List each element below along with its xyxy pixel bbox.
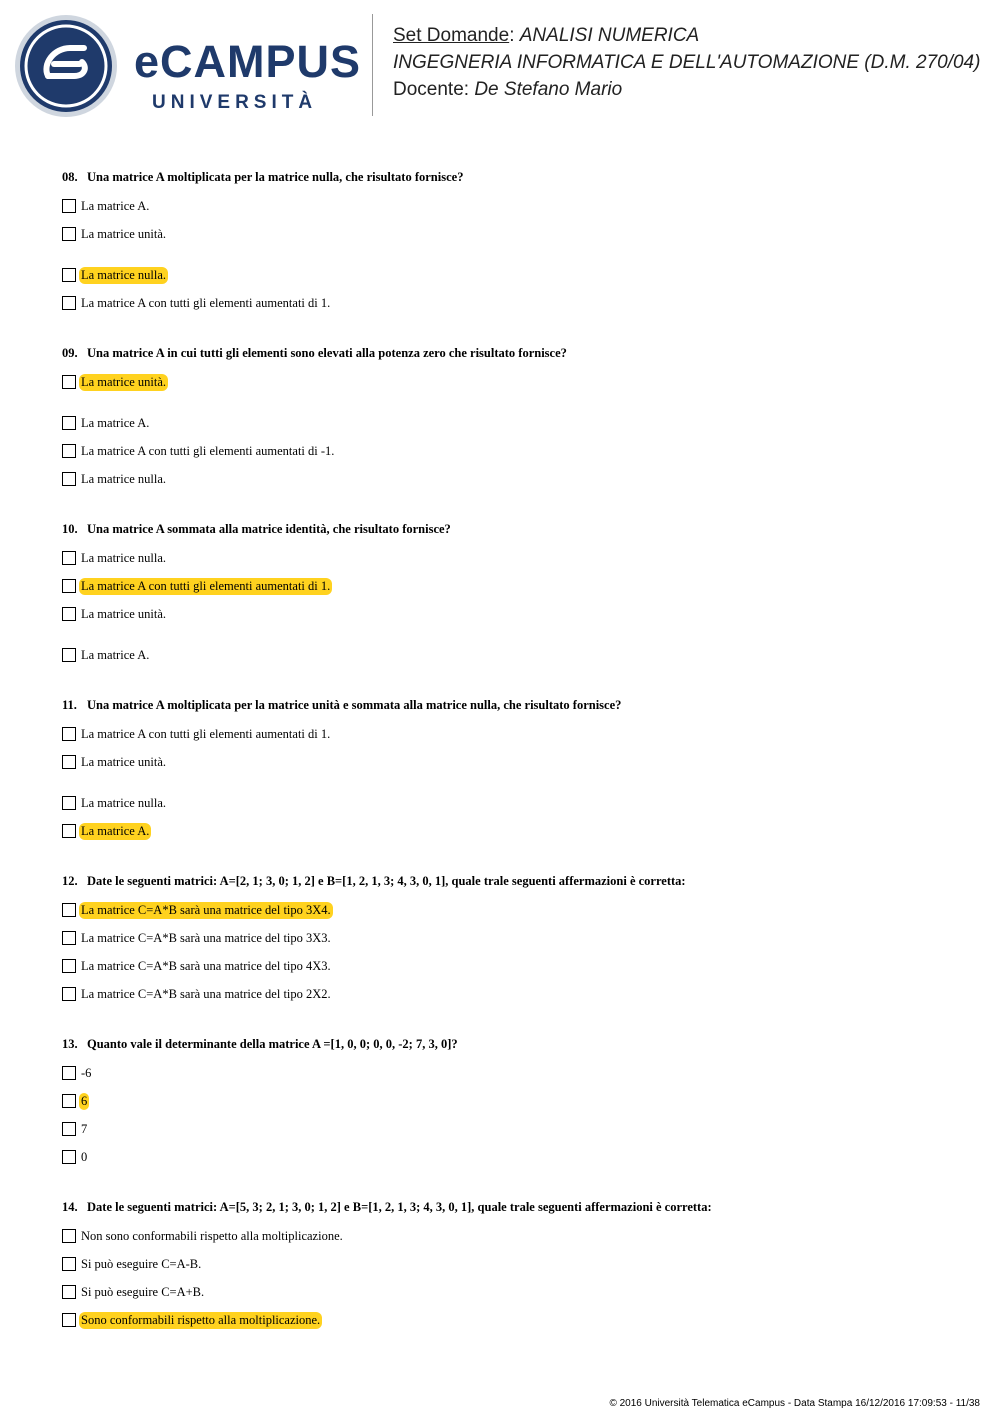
answer-option[interactable] [62, 192, 962, 220]
answer-option[interactable] [62, 465, 962, 493]
answer-checkbox[interactable] [62, 1313, 76, 1327]
question-text: Date le seguenti matrici: A=[5, 3; 2, 1; 3, 0; 1, 2] e B=[1, 2, 1, 3; 4, 3, 0, 1], quale trale seguenti affermazioni è corretta: [87, 1200, 712, 1214]
question-text: Quanto vale il determinante della matrice A =[1, 0, 0; 0, 0, -2; 7, 3, 0]? [87, 1037, 458, 1051]
answer-option[interactable] [62, 789, 962, 817]
answer-text: La matrice unità. [81, 226, 167, 241]
answer-text: La matrice A. [81, 198, 150, 213]
answer-option[interactable] [62, 1222, 962, 1250]
teacher-name: De Stefano Mario [474, 79, 623, 100]
answer-checkbox[interactable] [62, 987, 76, 1001]
question-13 [62, 1035, 962, 1171]
answer-option[interactable] [62, 220, 962, 248]
answer-checkbox[interactable] [62, 903, 76, 917]
question-12 [62, 872, 962, 1008]
set-label: Set Domande [393, 25, 510, 46]
page-footer: © 2016 Università Telematica eCampus - Data Stampa 16/12/2016 17:09:53 - 11/38 [609, 1398, 980, 1409]
brand-text [134, 38, 361, 114]
set-separator: : [509, 25, 515, 46]
teacher-line [393, 76, 980, 103]
answer-option[interactable] [62, 261, 962, 289]
answer-checkbox[interactable] [62, 755, 76, 769]
answer-option[interactable] [62, 641, 962, 669]
answer-checkbox[interactable] [62, 607, 76, 621]
answer-checkbox[interactable] [62, 648, 76, 662]
answer-checkbox[interactable] [62, 227, 76, 241]
answer-option[interactable] [62, 437, 962, 465]
answer-checkbox[interactable] [62, 1257, 76, 1271]
program: INGEGNERIA INFORMATICA E DELL'AUTOMAZIONE (D.M. 270/04) [393, 52, 981, 73]
page-header [0, 0, 1000, 140]
answer-text: La matrice A con tutti gli elementi aumentati di -1. [81, 443, 335, 458]
subject: ANALISI NUMERICA [519, 25, 700, 46]
answer-checkbox[interactable] [62, 1150, 76, 1164]
answer-text: Non sono conformabili rispetto alla moltiplicazione. [81, 1228, 343, 1243]
program-line [393, 49, 980, 76]
answer-option[interactable] [62, 980, 962, 1008]
answer-option[interactable] [62, 1250, 962, 1278]
answer-checkbox[interactable] [62, 416, 76, 430]
answer-option[interactable] [62, 1115, 962, 1143]
answer-checkbox[interactable] [62, 444, 76, 458]
question-11 [62, 696, 962, 845]
answer-text-highlighted: La matrice A. [81, 823, 150, 838]
answer-checkbox[interactable] [62, 1285, 76, 1299]
question-08 [62, 168, 962, 317]
answer-text-highlighted: La matrice C=A*B sarà una matrice del tipo 3X4. [81, 902, 331, 917]
question-number: 12. [62, 874, 78, 888]
question-list [62, 168, 962, 1361]
answer-checkbox[interactable] [62, 1229, 76, 1243]
question-text: Una matrice A sommata alla matrice identità, che risultato fornisce? [87, 522, 451, 536]
answer-text: La matrice C=A*B sarà una matrice del tipo 4X3. [81, 958, 331, 973]
answer-option[interactable] [62, 924, 962, 952]
answer-option[interactable] [62, 748, 962, 776]
answer-text: La matrice nulla. [81, 550, 167, 565]
answer-text: La matrice nulla. [81, 471, 167, 486]
answer-text: La matrice unità. [81, 606, 167, 621]
answer-checkbox[interactable] [62, 1094, 76, 1108]
brand-name: eCAMPUS [134, 36, 362, 87]
answer-text-highlighted: La matrice A con tutti gli elementi aumentati di 1. [81, 578, 331, 593]
answer-checkbox[interactable] [62, 551, 76, 565]
answer-checkbox[interactable] [62, 579, 76, 593]
answer-option[interactable] [62, 289, 962, 317]
answer-text: -6 [81, 1065, 92, 1080]
ecampus-emblem-icon [14, 14, 118, 118]
answer-option[interactable] [62, 600, 962, 628]
answer-checkbox[interactable] [62, 1066, 76, 1080]
answer-text-highlighted: Sono conformabili rispetto alla moltiplicazione. [81, 1312, 321, 1327]
question-10 [62, 520, 962, 669]
answer-text: La matrice A con tutti gli elementi aumentati di 1. [81, 726, 331, 741]
answer-option[interactable] [62, 409, 962, 437]
answer-option[interactable] [62, 544, 962, 572]
question-number: 11. [62, 698, 77, 712]
question-title [62, 872, 962, 890]
question-title [62, 1035, 962, 1053]
question-text: Date le seguenti matrici: A=[2, 1; 3, 0; 1, 2] e B=[1, 2, 1, 3; 4, 3, 0, 1], quale trale seguenti affermazioni è corretta: [87, 874, 686, 888]
answer-text: La matrice unità. [81, 754, 167, 769]
answer-checkbox[interactable] [62, 727, 76, 741]
answer-text: La matrice A con tutti gli elementi aumentati di 1. [81, 295, 331, 310]
answer-checkbox[interactable] [62, 296, 76, 310]
teacher-label: Docente: [393, 79, 470, 100]
question-number: 14. [62, 1200, 78, 1214]
answer-text-highlighted: 6 [81, 1093, 88, 1108]
answer-checkbox[interactable] [62, 824, 76, 838]
answer-text-highlighted: La matrice nulla. [81, 267, 167, 282]
answer-text: 7 [81, 1121, 88, 1136]
answer-text: Si può eseguire C=A+B. [81, 1284, 205, 1299]
answer-option[interactable] [62, 1278, 962, 1306]
answer-option[interactable] [62, 952, 962, 980]
question-number: 13. [62, 1037, 78, 1051]
answer-text: La matrice A. [81, 415, 150, 430]
question-title [62, 344, 962, 362]
question-number: 09. [62, 346, 78, 360]
answer-checkbox[interactable] [62, 472, 76, 486]
question-title [62, 520, 962, 538]
answer-text: 0 [81, 1149, 88, 1164]
answer-text-highlighted: La matrice unità. [81, 374, 167, 389]
answer-option[interactable] [62, 1143, 962, 1171]
answer-checkbox[interactable] [62, 931, 76, 945]
header-divider [372, 14, 373, 116]
answer-checkbox[interactable] [62, 199, 76, 213]
answer-option[interactable] [62, 368, 962, 396]
question-text: Una matrice A moltiplicata per la matrice nulla, che risultato fornisce? [87, 170, 464, 184]
answer-text: La matrice nulla. [81, 795, 167, 810]
brand-subtitle: UNIVERSITÀ [152, 92, 318, 113]
question-text: Una matrice A in cui tutti gli elementi sono elevati alla potenza zero che risultato fornisce? [87, 346, 567, 360]
answer-option[interactable] [62, 817, 962, 845]
answer-option[interactable] [62, 896, 962, 924]
question-title [62, 168, 962, 186]
answer-text: La matrice C=A*B sarà una matrice del tipo 3X3. [81, 930, 331, 945]
answer-checkbox[interactable] [62, 959, 76, 973]
answer-checkbox[interactable] [62, 1122, 76, 1136]
answer-option[interactable] [62, 572, 962, 600]
answer-text: La matrice A. [81, 647, 150, 662]
answer-option[interactable] [62, 1306, 962, 1334]
ecampus-logo [14, 14, 362, 118]
answer-option[interactable] [62, 720, 962, 748]
answer-checkbox[interactable] [62, 268, 76, 282]
answer-text: Si può eseguire C=A-B. [81, 1256, 202, 1271]
question-number: 10. [62, 522, 78, 536]
question-number: 08. [62, 170, 78, 184]
question-title [62, 696, 962, 714]
answer-option[interactable] [62, 1059, 962, 1087]
question-14 [62, 1198, 962, 1334]
question-title [62, 1198, 962, 1216]
course-info [393, 22, 980, 103]
answer-checkbox[interactable] [62, 375, 76, 389]
question-text: Una matrice A moltiplicata per la matrice unità e sommata alla matrice nulla, che risultato fornisce? [87, 698, 622, 712]
answer-option[interactable] [62, 1087, 962, 1115]
set-line [393, 22, 980, 49]
answer-checkbox[interactable] [62, 796, 76, 810]
question-09 [62, 344, 962, 493]
answer-text: La matrice C=A*B sarà una matrice del tipo 2X2. [81, 986, 331, 1001]
